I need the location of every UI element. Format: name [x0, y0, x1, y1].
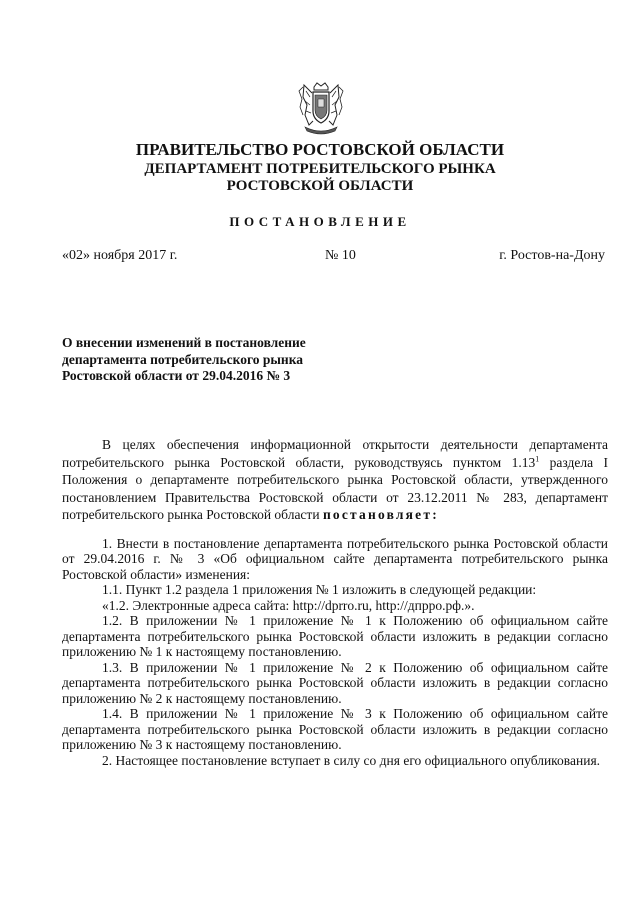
coat-of-arms-icon	[297, 81, 345, 137]
preamble-text-start: В целях обеспечения информационной открытости деятельности департамента потребительского рынка Ростовской области, руководствуясь пунктом 1.13	[62, 437, 608, 470]
title-line3: Ростовской области от 29.04.2016 № 3	[62, 368, 291, 383]
document-number: № 10	[325, 248, 356, 263]
document-city: г. Ростов-на-Дону	[499, 248, 605, 263]
decree-word: постановляет:	[322, 507, 439, 522]
document-date: «02» ноября 2017 г.	[62, 248, 178, 263]
item-1-1-quote: «1.2. Электронные адреса сайта: http://dprro.ru, http://дпрро.рф.».	[102, 597, 475, 613]
item-1: 1. Внести в постановление департамента потребительского рынка Ростовской области от 29.04.2016 г. № 3 «Об официальном сайте департамента потребительского рынка Ростовской области» изменения:	[62, 535, 608, 582]
preamble-paragraph	[62, 436, 608, 524]
document-type: ПОСТАНОВЛЕНИЕ	[229, 214, 411, 229]
title-line1: О внесении изменений в постановление	[62, 335, 306, 350]
document-body	[62, 436, 608, 768]
item-1-2: 1.2. В приложении № 1 приложение № 1 к Положению об официальном сайте департамента потребительского рынка Ростовской области изложить в редакции согласно приложению № 1 к настоящему постановлению.	[62, 613, 608, 659]
item-1-1: 1.1. Пункт 1.2 раздела 1 приложения № 1 изложить в следующей редакции:	[102, 582, 537, 597]
preamble-text-end: раздела I Положения о департаменте потребительского рынка Ростовской области, утвержденного постановлением Правительства Ростовской области от 23.12.2011 № 283, департамент потребительского рынка Ростовской области	[62, 454, 609, 522]
item-1-3: 1.3. В приложении № 1 приложение № 2 к Положению об официальном сайте департамента потребительского рынка Ростовской области изложить в редакции согласно приложению № 2 к настоящему постановлению.	[62, 659, 608, 706]
item-1-4: 1.4. В приложении № 1 приложение № 3 к Положению об официальном сайте департамента потребительского рынка Ростовской области изложить в редакции согласно приложению № 3 к настоящему постановлению.	[62, 706, 608, 752]
footnote-superscript: 1	[535, 454, 540, 463]
document-title	[62, 335, 362, 385]
org-name-line1: ПРАВИТЕЛЬСТВО РОСТОВСКОЙ ОБЛАСТИ	[135, 140, 505, 159]
title-line2: департамента потребительского рынка	[62, 351, 304, 367]
org-name-line2: ДЕПАРТАМЕНТ ПОТРЕБИТЕЛЬСКОГО РЫНКА	[144, 161, 496, 177]
org-name-line3: РОСТОВСКОЙ ОБЛАСТИ	[226, 178, 414, 194]
item-2: 2. Настоящее постановление вступает в силу со дня его официального опубликования.	[102, 752, 601, 768]
